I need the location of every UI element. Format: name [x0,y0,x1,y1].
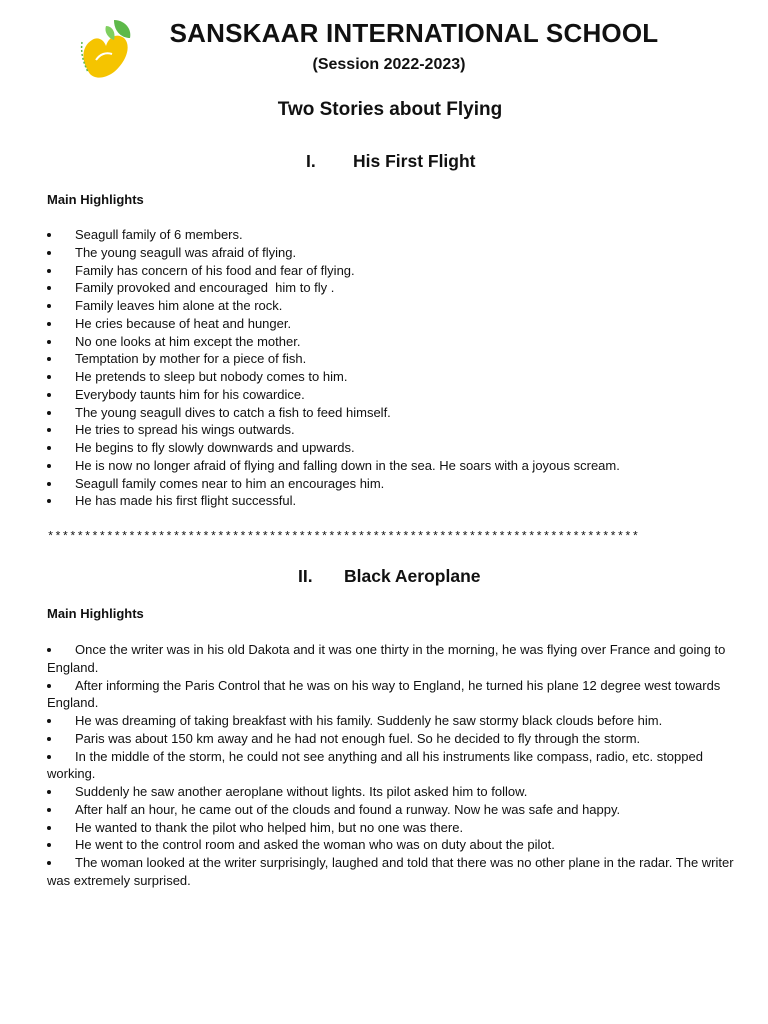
separator-line: ******************************************************************************** [47,530,640,544]
list-item: Once the writer was in his old Dakota and it was one thirty in the morning, he was flying over France and going to England. [47,642,726,675]
section1-title: His First Flight [353,151,476,171]
list-item: The woman looked at the writer surprisingly, laughed and told that there was no other plane in the radar. The writer was extremely surprised. [47,855,734,888]
bullet-icon [47,755,51,759]
bullet-icon [47,251,51,255]
list-item: Family leaves him alone at the rock. [47,297,747,315]
list-item: Family has concern of his food and fear of flying. [47,262,747,280]
bullet-icon [47,843,51,847]
list-item: Seagull family of 6 members. [47,226,747,244]
list-item: No one looks at him except the mother. [47,333,747,351]
list-item: The young seagull dives to catch a fish to feed himself. [47,404,747,422]
bullet-icon [47,304,51,308]
bullet-icon [47,357,51,361]
bullet-icon [47,464,51,468]
list-item: He was dreaming of taking breakfast with his family. Suddenly he saw stormy black clouds before him. [47,712,737,730]
section2-number: II. [298,566,313,586]
list-item: Paris was about 150 km away and he had not enough fuel. So he decided to fly through the storm. [47,730,737,748]
list-item: After informing the Paris Control that he was on his way to England, he turned his plane 12 degree west towards England. [47,677,721,711]
bullet-icon [47,861,51,865]
list-item: Temptation by mother for a piece of fish. [47,350,747,368]
list-item: He tries to spread his wings outwards. [47,421,747,439]
list-item: After half an hour, he came out of the clouds and found a runway. Now he was safe and happy. [47,801,737,819]
list-item: Seagull family comes near to him an encourages him. [47,475,747,493]
bullet-icon [47,269,51,273]
bullet-icon [47,411,51,415]
bullet-icon [47,375,51,379]
bullet-icon [47,322,51,326]
list-item: He cries because of heat and hunger. [47,315,747,333]
section2-highlights-label: Main Highlights [47,606,144,621]
bullet-icon [47,446,51,450]
bullet-icon [47,428,51,432]
bullet-icon [47,233,51,237]
bullet-icon [47,790,51,794]
bullet-icon [47,340,51,344]
list-item: He went to the control room and asked the woman who was on duty about the pilot. [47,836,737,854]
school-name: SANSKAAR INTERNATIONAL SCHOOL [169,18,659,48]
bullet-icon [47,499,51,503]
bullet-icon [47,826,51,830]
bullet-icon [47,286,51,290]
section2-list [47,641,737,890]
bullet-icon [47,482,51,486]
list-item: He pretends to sleep but nobody comes to him. [47,368,747,386]
session-label: (Session 2022-2023) [312,56,466,73]
section1-highlights-label: Main Highlights [47,192,144,207]
section1-number: I. [306,151,316,171]
list-item: Family provoked and encouraged him to fly . [47,279,747,297]
bullet-icon [47,737,51,741]
section1-list [47,226,747,510]
bullet-icon [47,719,51,723]
list-item: He is now no longer afraid of flying and falling down in the sea. He soars with a joyous scream. [47,457,747,475]
bullet-icon [47,684,51,688]
bullet-icon [47,648,51,652]
list-item: Everybody taunts him for his cowardice. [47,386,747,404]
list-item: He wanted to thank the pilot who helped him, but no one was there. [47,819,737,837]
section2-title: Black Aeroplane [344,566,481,586]
list-item: He has made his first flight successful. [47,492,747,510]
list-item: In the middle of the storm, he could not see anything and all his instruments like compass, radio, etc. stopped working. [47,748,703,782]
list-item: Suddenly he saw another aeroplane without lights. Its pilot asked him to follow. [47,783,737,801]
document-title: Two Stories about Flying [277,99,503,120]
list-item: The young seagull was afraid of flying. [47,244,747,262]
bullet-icon [47,808,51,812]
bullet-icon [47,393,51,397]
list-item: He begins to fly slowly downwards and upwards. [47,439,747,457]
